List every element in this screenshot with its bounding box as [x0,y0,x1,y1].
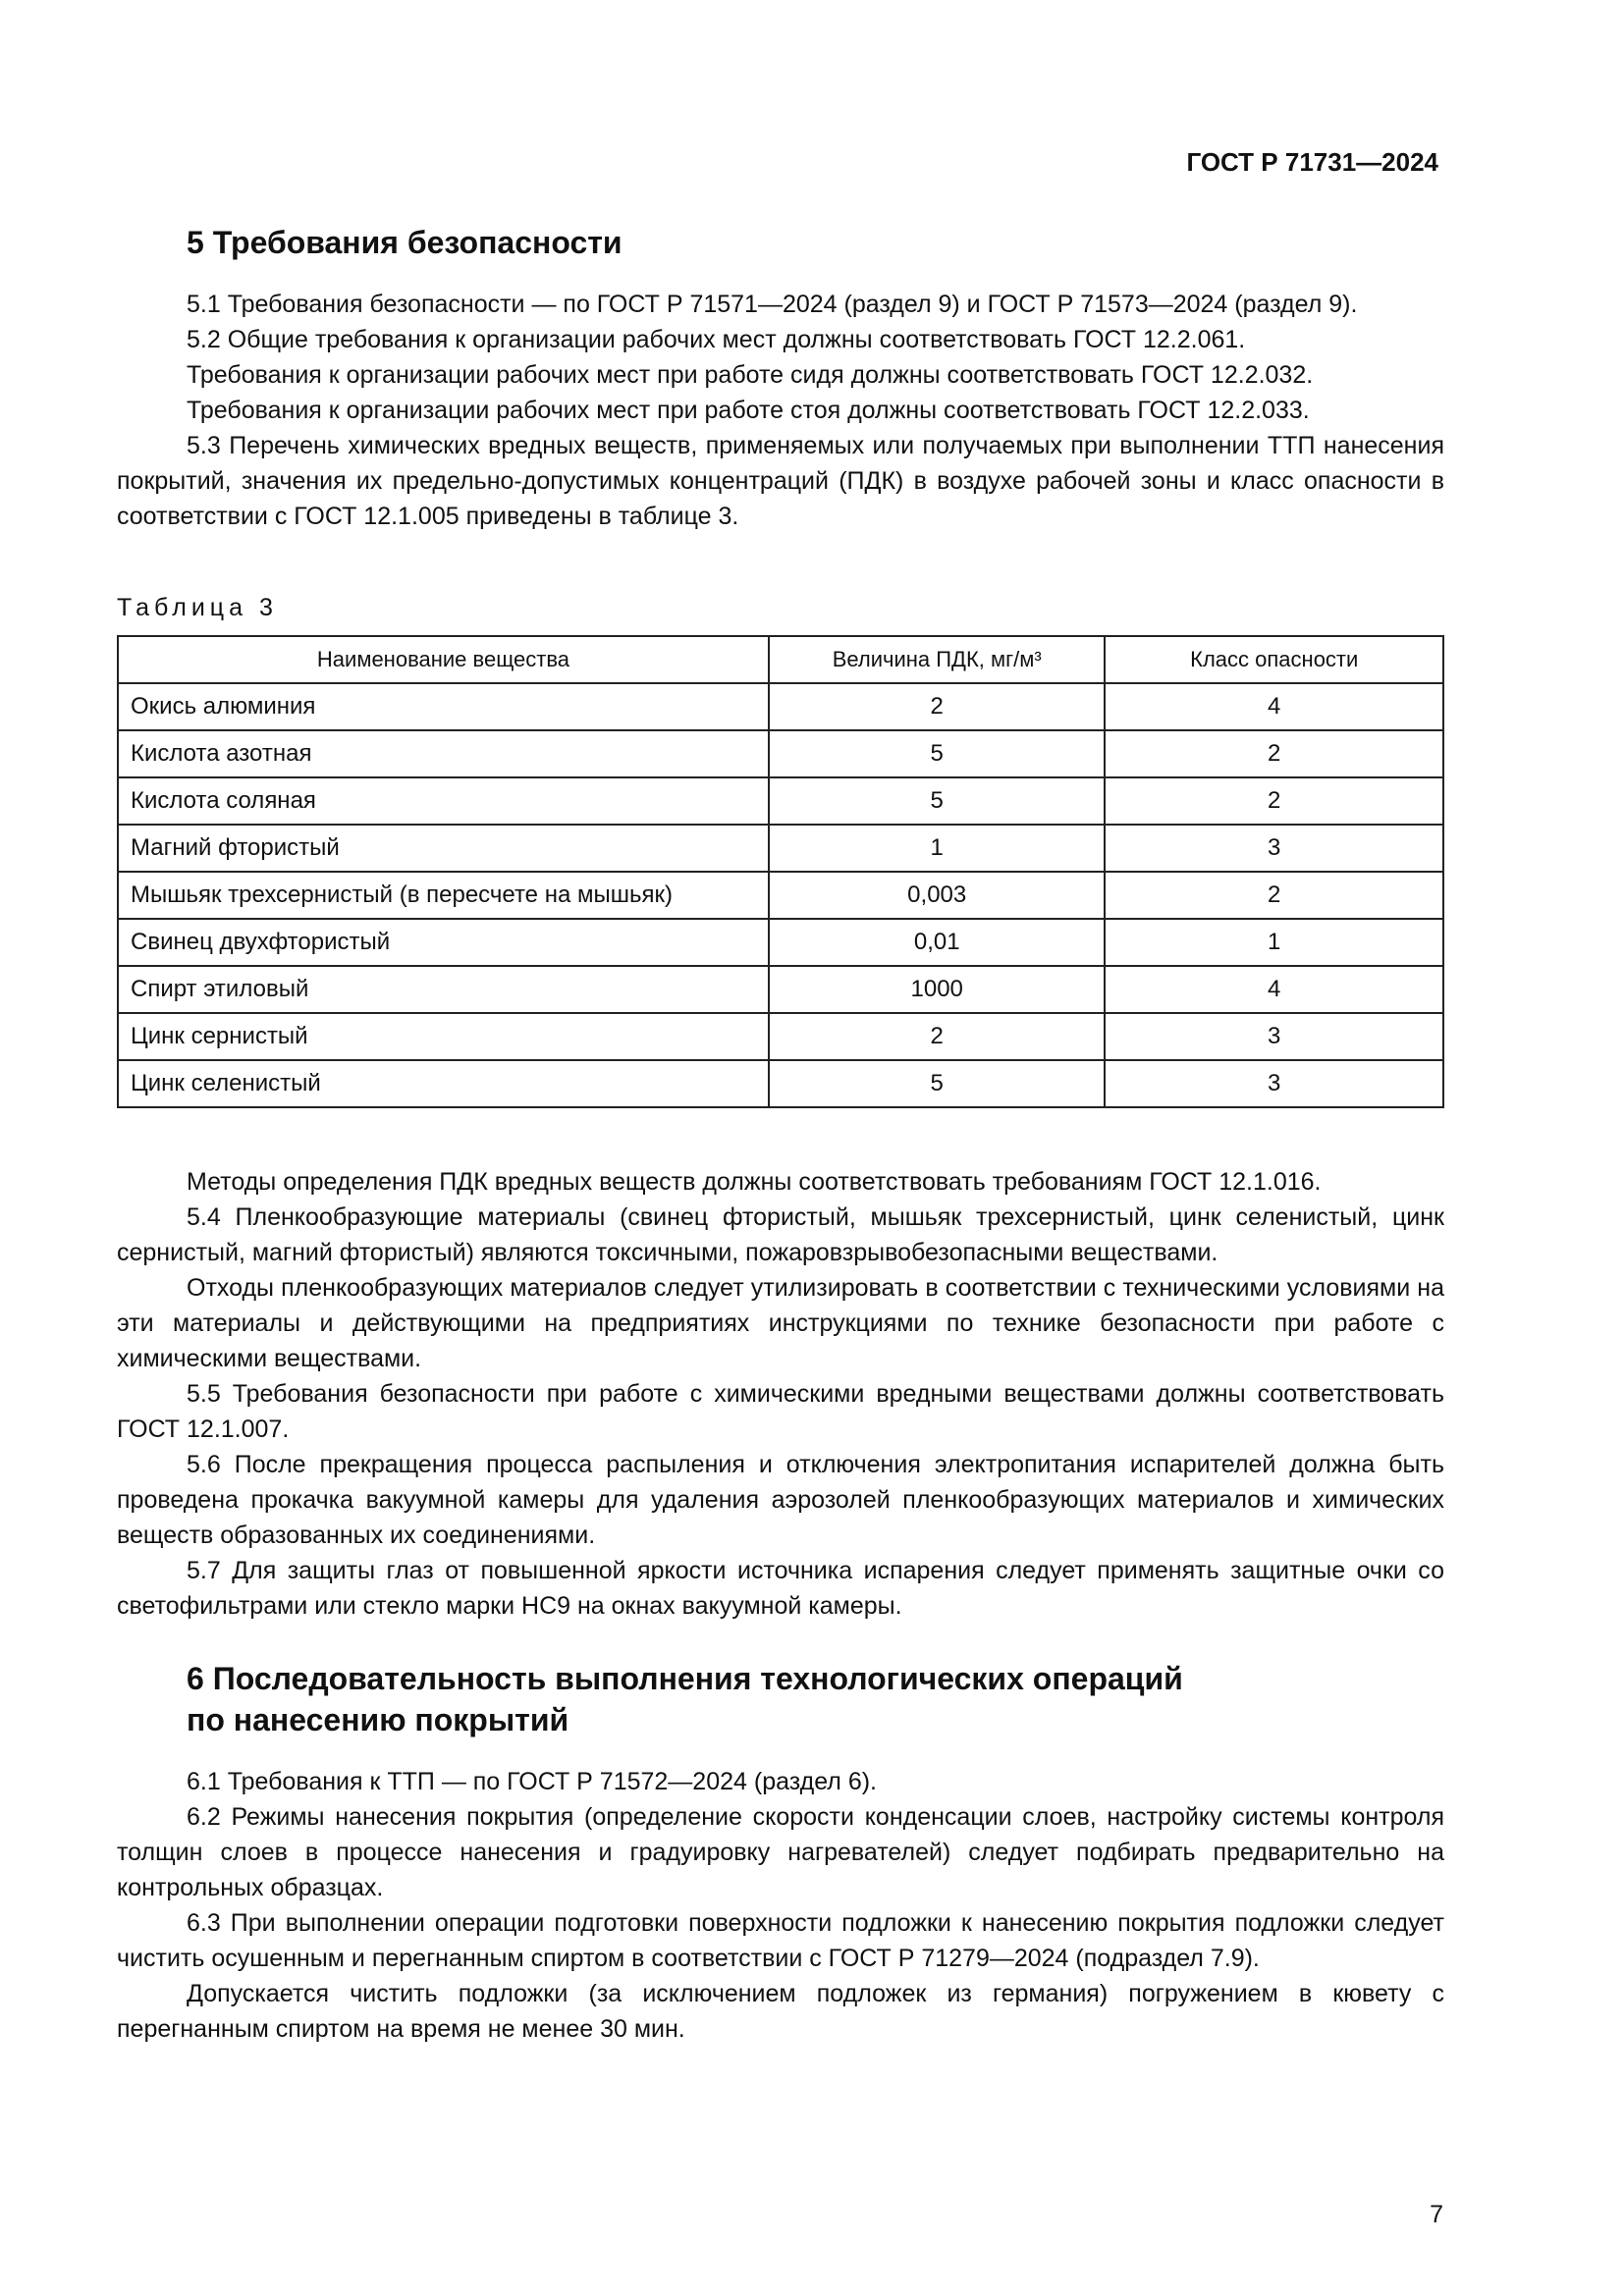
paragraph-methods: Методы определения ПДК вредных веществ должны соответствовать требованиям ГОСТ 12.1.016. [187,1168,1322,1196]
document-id: ГОСТ Р 71731—2024 [1186,147,1438,177]
hazard-class: 2 [1105,872,1443,919]
pdk-value: 1 [769,825,1106,872]
section-6-body [117,1764,1444,2047]
table-row [118,730,1443,777]
substance-name: Свинец двухфтористый [118,919,769,966]
table-row [118,919,1443,966]
paragraph-6-3: 6.3 При выполнении операции подготовки поверхности подложки к нанесению покрытия подложки следует чистить осушенным и перегнанным спиртом в соответствии с ГОСТ Р 71279—2024 (подраздел 7.9). [117,1909,1444,1972]
header-substance: Наименование вещества [118,636,769,683]
substances-table [117,635,1444,1108]
hazard-class: 1 [1105,919,1443,966]
pdk-value: 5 [769,730,1106,777]
table-row [118,966,1443,1013]
substance-name: Мышьяк трехсернистый (в пересчете на мышьяк) [118,872,769,919]
hazard-class: 2 [1105,730,1443,777]
page-number: 7 [1430,2201,1443,2228]
section-5-title: 5 Требования безопасности [187,225,623,260]
pdk-value: 1000 [769,966,1106,1013]
pdk-value: 2 [769,683,1106,730]
substance-name: Окись алюминия [118,683,769,730]
section-6-title [117,1658,1183,1740]
pdk-value: 5 [769,1060,1106,1107]
pdk-value: 0,01 [769,919,1106,966]
table-header-row [118,636,1443,683]
paragraph-5-2-seated: Требования к организации рабочих мест при работе сидя должны соответствовать ГОСТ 12.2.032. [187,361,1314,389]
table-row [118,777,1443,825]
section-5-body [117,287,1444,534]
pdk-value: 5 [769,777,1106,825]
header-hazard-class: Класс опасности [1105,636,1443,683]
substance-name: Цинк сернистый [118,1013,769,1060]
table-row [118,872,1443,919]
table-caption: Таблица 3 [117,594,278,621]
paragraph-6-3-note: Допускается чистить подложки (за исключением подложек из германия) погружением в кювету с перегнанным спиртом на время не менее 30 мин. [117,1980,1444,2043]
pdk-value: 0,003 [769,872,1106,919]
paragraph-6-1: 6.1 Требования к ТТП — по ГОСТ Р 71572—2024 (раздел 6). [187,1768,878,1795]
paragraph-5-4: 5.4 Пленкообразующие материалы (свинец фтористый, мышьяк трехсернистый, цинк селенистый, цинк сернистый, магний фтористый) являются токсичными, пожаровзрывобезопасными веществами. [117,1203,1444,1266]
paragraph-5-2-standing: Требования к организации рабочих мест при работе стоя должны соответствовать ГОСТ 12.2.033. [187,397,1310,424]
table-row [118,1013,1443,1060]
substance-name: Кислота соляная [118,777,769,825]
section-6-title-line2: по нанесению покрытий [187,1702,569,1737]
hazard-class: 4 [1105,966,1443,1013]
paragraph-5-7: 5.7 Для защиты глаз от повышенной яркости источника испарения следует применять защитные очки со светофильтрами или стекло марки НС9 на окнах вакуумной камеры. [117,1557,1444,1620]
substance-name: Магний фтористый [118,825,769,872]
paragraph-5-1: 5.1 Требования безопасности — по ГОСТ Р 71571—2024 (раздел 9) и ГОСТ Р 71573—2024 (раздел 9). [187,291,1358,318]
table-row [118,1060,1443,1107]
hazard-class: 3 [1105,825,1443,872]
hazard-class: 2 [1105,777,1443,825]
after-table-body [117,1164,1444,1624]
substance-name: Цинк селенистый [118,1060,769,1107]
section-6-title-line1: 6 Последовательность выполнения технологических операций [187,1661,1183,1696]
pdk-value: 2 [769,1013,1106,1060]
header-pdk: Величина ПДК, мг/м³ [769,636,1106,683]
hazard-class: 3 [1105,1013,1443,1060]
hazard-class: 4 [1105,683,1443,730]
hazard-class: 3 [1105,1060,1443,1107]
paragraph-5-3: 5.3 Перечень химических вредных веществ, применяемых или получаемых при выполнении ТТП нанесения покрытий, значения их предельно-допустимых концентраций (ПДК) в воздухе рабочей зоны и класс опасности в соответствии с ГОСТ 12.1.005 приведены в таблице 3. [117,432,1444,530]
paragraph-waste: Отходы пленкообразующих материалов следует утилизировать в соответствии с техническими условиями на эти материалы и действующими на предприятиях инструкциями по технике безопасности при работе с химическими веществами. [117,1274,1444,1372]
paragraph-5-5: 5.5 Требования безопасности при работе с химическими вредными веществами должны соответствовать ГОСТ 12.1.007. [117,1380,1444,1443]
substance-name: Кислота азотная [118,730,769,777]
paragraph-5-6: 5.6 После прекращения процесса распыления и отключения электропитания испарителей должна быть проведена прокачка вакуумной камеры для удаления аэрозолей пленкообразующих материалов и химических веществ образованных их соединениями. [117,1451,1444,1549]
substance-name: Спирт этиловый [118,966,769,1013]
paragraph-6-2: 6.2 Режимы нанесения покрытия (определение скорости конденсации слоев, настройку системы контроля толщин слоев в процессе нанесения и градуировку нагревателей) следует подбирать предварительно на контрольных образцах. [117,1803,1444,1901]
table-row [118,683,1443,730]
paragraph-5-2: 5.2 Общие требования к организации рабочих мест должны соответствовать ГОСТ 12.2.061. [187,326,1246,353]
table-row [118,825,1443,872]
